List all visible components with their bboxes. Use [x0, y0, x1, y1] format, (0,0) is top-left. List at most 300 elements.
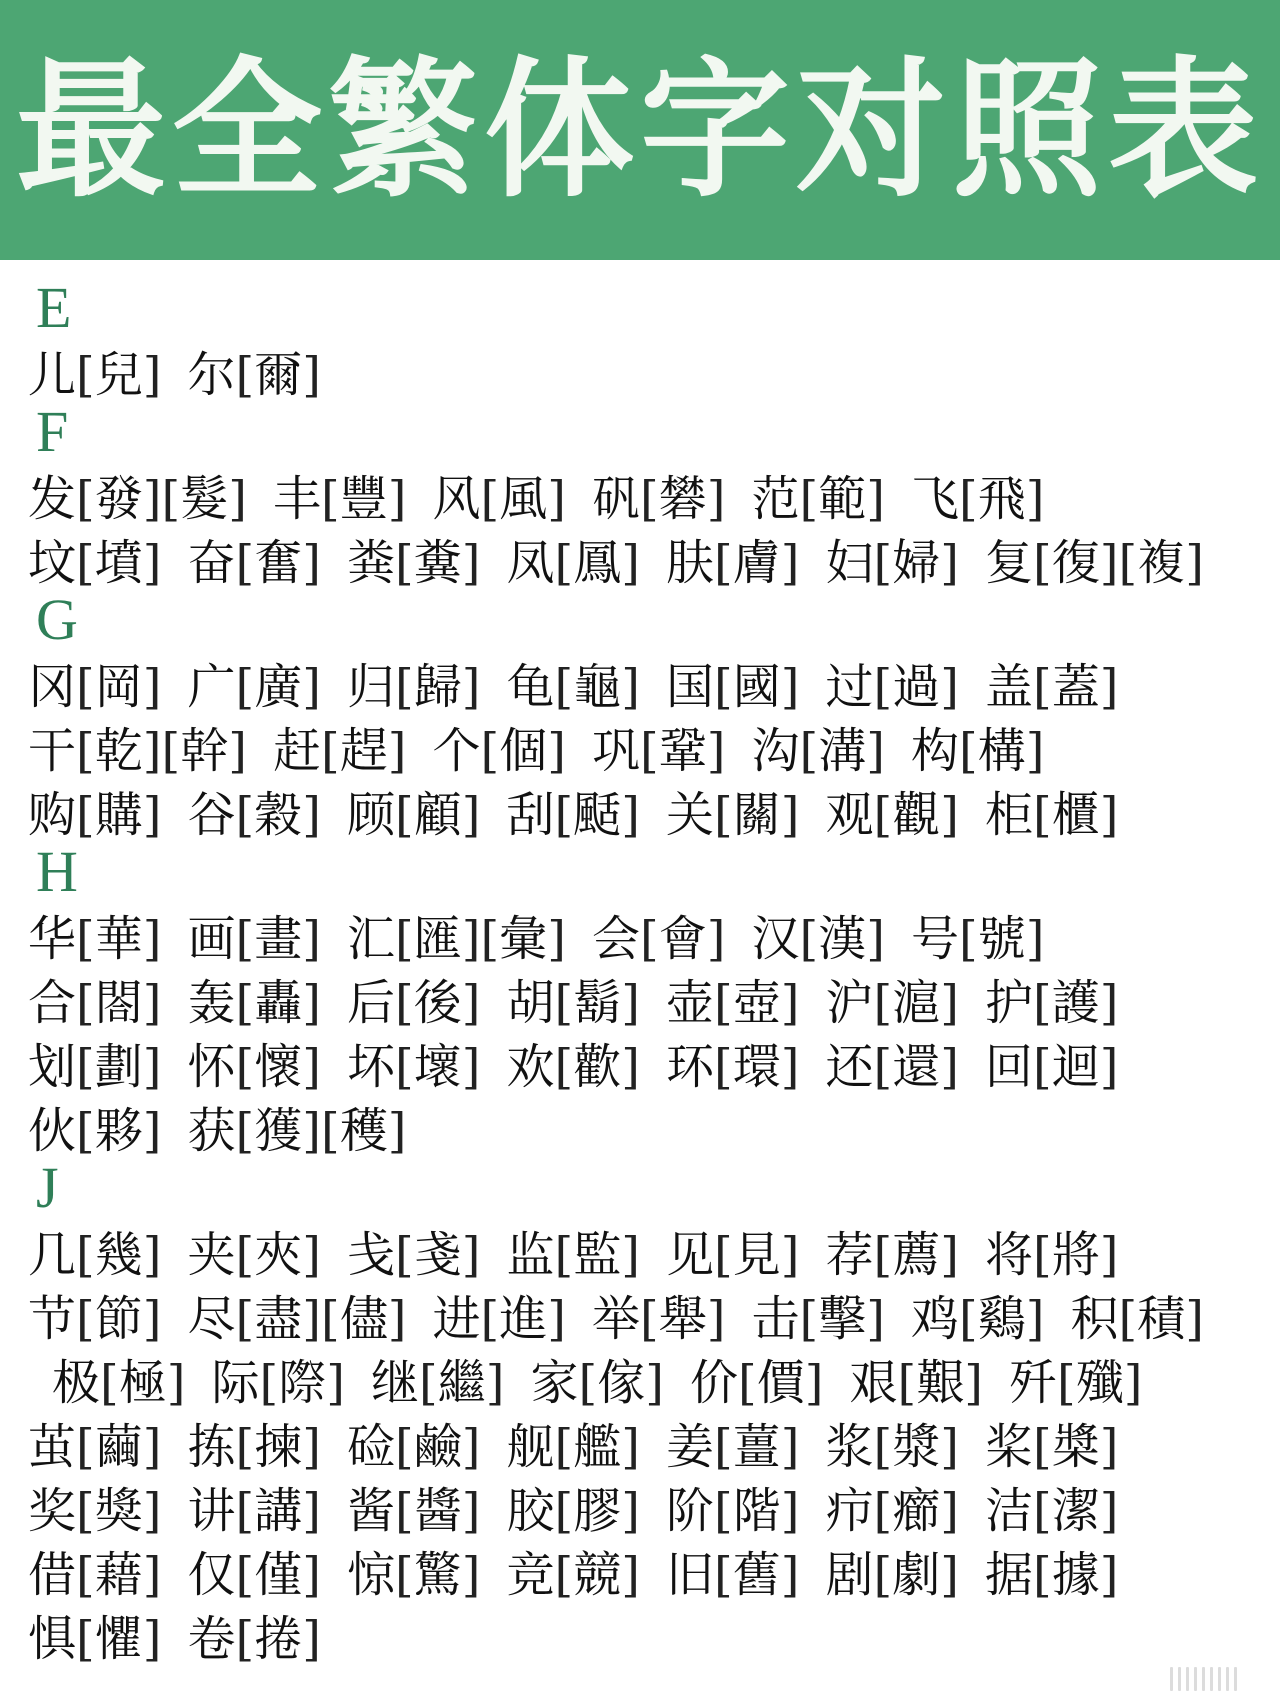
simplified-char: 关 — [666, 786, 715, 843]
traditional-char: 揀 — [254, 1418, 303, 1475]
character-entry: 家[傢] — [530, 1354, 664, 1411]
character-entry: 举[舉] — [591, 1290, 726, 1347]
simplified-char: 龟 — [506, 658, 555, 715]
traditional-char: 範 — [818, 470, 867, 527]
simplified-char: 剧 — [825, 1546, 874, 1603]
traditional-char: 劇 — [892, 1546, 941, 1603]
character-entry: 将[將] — [985, 1226, 1119, 1283]
character-entry: 刮[颳] — [506, 786, 640, 843]
traditional-char: 復 — [1051, 534, 1100, 591]
simplified-char: 轰 — [187, 974, 236, 1031]
section-letter: G — [36, 587, 78, 652]
simplified-char: 妇 — [825, 534, 874, 591]
traditional-char: 繼 — [437, 1354, 486, 1411]
simplified-char: 谷 — [187, 786, 236, 843]
section-letter: E — [36, 275, 72, 340]
character-entry: 坏[壞] — [347, 1038, 481, 1095]
simplified-char: 茧 — [28, 1418, 77, 1475]
traditional-char: 戔 — [413, 1226, 462, 1283]
simplified-char: 壶 — [666, 974, 715, 1031]
traditional-char: 價 — [756, 1354, 805, 1411]
traditional-char: 鞏 — [658, 722, 707, 779]
traditional-char: 構 — [977, 722, 1026, 779]
simplified-char: 酱 — [347, 1482, 396, 1539]
simplified-char: 积 — [1070, 1290, 1119, 1347]
simplified-char: 进 — [432, 1290, 481, 1347]
traditional-char: 奮 — [254, 534, 303, 591]
traditional-char: 潔 — [1051, 1482, 1100, 1539]
traditional-char: 歸 — [413, 658, 462, 715]
simplified-char: 盖 — [985, 658, 1034, 715]
character-entry: 伙[夥] — [28, 1102, 162, 1159]
traditional-char: 驚 — [413, 1546, 462, 1603]
traditional-char: 環 — [732, 1038, 781, 1095]
character-entry: 冈[岡] — [28, 658, 162, 715]
traditional-char: 歡 — [573, 1038, 622, 1095]
table-row — [0, 714, 1280, 778]
simplified-char: 划 — [28, 1038, 77, 1095]
traditional-char: 兒 — [94, 346, 143, 403]
simplified-char: 几 — [28, 1226, 77, 1283]
simplified-char: 柜 — [985, 786, 1034, 843]
simplified-char: 歼 — [1009, 1354, 1058, 1411]
simplified-char: 华 — [28, 910, 77, 967]
section-letter: H — [36, 839, 78, 904]
simplified-char: 阶 — [666, 1482, 715, 1539]
traditional-char: 鷄 — [977, 1290, 1026, 1347]
character-entry: 坟[墳] — [28, 534, 162, 591]
character-entry: 风[風] — [432, 470, 566, 527]
character-entry: 剧[劇] — [825, 1546, 959, 1603]
character-entry: 后[後] — [347, 974, 481, 1031]
simplified-char: 范 — [751, 470, 800, 527]
table-row — [0, 1030, 1280, 1094]
traditional-char: 膚 — [732, 534, 781, 591]
character-entry: 儿[兒] — [28, 346, 162, 403]
simplified-char: 仅 — [187, 1546, 236, 1603]
simplified-char: 浆 — [825, 1418, 874, 1475]
simplified-char: 怀 — [187, 1038, 236, 1095]
traditional-char: 將 — [1051, 1226, 1100, 1283]
table-row — [0, 650, 1280, 714]
character-entry: 桨[槳] — [985, 1418, 1119, 1475]
character-entry: 观[觀] — [825, 786, 959, 843]
character-entry: 仅[僅] — [187, 1546, 321, 1603]
simplified-char: 粪 — [347, 534, 396, 591]
traditional-char: 觀 — [892, 786, 941, 843]
traditional-char: 盡 — [254, 1290, 303, 1347]
simplified-char: 环 — [666, 1038, 715, 1095]
character-entry: 进[進] — [432, 1290, 566, 1347]
character-entry: 会[會] — [591, 910, 726, 967]
character-entry: 击[擊] — [751, 1290, 885, 1347]
character-entry: 借[藉] — [28, 1546, 162, 1603]
simplified-char: 价 — [690, 1354, 739, 1411]
traditional-char: 醬 — [413, 1482, 462, 1539]
simplified-char: 疖 — [825, 1482, 874, 1539]
traditional-char: 婦 — [892, 534, 941, 591]
section-letter: F — [36, 399, 69, 464]
simplified-char: 国 — [666, 658, 715, 715]
simplified-char: 拣 — [187, 1418, 236, 1475]
traditional-char: 監 — [573, 1226, 622, 1283]
character-entry: 戋[戔] — [347, 1226, 481, 1283]
character-entry: 鸡[鷄] — [910, 1290, 1045, 1347]
traditional-char: 懷 — [254, 1038, 303, 1095]
simplified-char: 夹 — [187, 1226, 236, 1283]
traditional-char: 還 — [892, 1038, 941, 1095]
character-entry: 监[監] — [506, 1226, 640, 1283]
traditional-char: 艦 — [573, 1418, 622, 1475]
simplified-char: 桨 — [985, 1418, 1034, 1475]
traditional-char: 廣 — [254, 658, 303, 715]
traditional-char: 墳 — [94, 534, 143, 591]
traditional-char: 競 — [573, 1546, 622, 1603]
traditional-char: 擊 — [818, 1290, 867, 1347]
character-entry: 据[據] — [985, 1546, 1119, 1603]
traditional-char: 僅 — [254, 1546, 303, 1603]
traditional-char: 趕 — [339, 722, 388, 779]
table-row — [0, 1218, 1280, 1282]
character-entry: 欢[歡] — [506, 1038, 640, 1095]
character-entry: 发[發][髮] — [28, 470, 247, 527]
simplified-char: 际 — [211, 1354, 260, 1411]
character-entry: 飞[飛] — [910, 470, 1045, 527]
page-title: 最全繁体字对照表 — [15, 42, 1264, 218]
character-entry: 粪[糞] — [347, 534, 481, 591]
character-entry: 范[範] — [751, 470, 885, 527]
character-entry: 见[見] — [666, 1226, 800, 1283]
simplified-char: 风 — [432, 470, 481, 527]
character-entry: 顾[顧] — [347, 786, 481, 843]
character-entry: 惊[驚] — [347, 1546, 481, 1603]
character-entry: 获[獲][穫] — [187, 1102, 407, 1159]
character-entry: 竞[競] — [506, 1546, 640, 1603]
character-entry: 洁[潔] — [985, 1482, 1119, 1539]
table-row — [0, 1282, 1280, 1346]
simplified-char: 胡 — [506, 974, 555, 1031]
simplified-char: 伙 — [28, 1102, 77, 1159]
traditional-char: 極 — [118, 1354, 167, 1411]
traditional-char: 夾 — [254, 1226, 303, 1283]
simplified-char: 构 — [910, 722, 959, 779]
character-entry: 画[畫] — [187, 910, 321, 967]
traditional-char: 關 — [732, 786, 781, 843]
table-row — [0, 1410, 1280, 1474]
simplified-char: 还 — [825, 1038, 874, 1095]
traditional-char: 轟 — [254, 974, 303, 1031]
simplified-char: 坟 — [28, 534, 77, 591]
traditional-char: 殲 — [1075, 1354, 1124, 1411]
traditional-char: 櫃 — [1051, 786, 1100, 843]
character-entry: 旧[舊] — [666, 1546, 800, 1603]
traditional-char: 岡 — [94, 658, 143, 715]
traditional-char: 劃 — [94, 1038, 143, 1095]
character-table — [0, 275, 1280, 1667]
traditional-char: 護 — [1051, 974, 1100, 1031]
simplified-char: 卷 — [187, 1610, 236, 1667]
character-entry: 柜[櫃] — [985, 786, 1119, 843]
traditional-char: 壞 — [413, 1038, 462, 1095]
character-entry: 奋[奮] — [187, 534, 321, 591]
character-entry: 回[迴] — [985, 1038, 1119, 1095]
simplified-char: 后 — [347, 974, 396, 1031]
traditional-char: 後 — [413, 974, 462, 1031]
traditional-char: 溝 — [818, 722, 867, 779]
character-entry: 浆[漿] — [825, 1418, 959, 1475]
traditional-char: 礬 — [658, 470, 707, 527]
character-entry: 茧[繭] — [28, 1418, 162, 1475]
simplified-char: 坏 — [347, 1038, 396, 1095]
simplified-char: 获 — [187, 1102, 236, 1159]
simplified-char: 儿 — [28, 346, 77, 403]
simplified-char: 凤 — [506, 534, 555, 591]
simplified-char: 丰 — [272, 470, 321, 527]
traditional-char: 華 — [94, 910, 143, 967]
traditional-char: 繭 — [94, 1418, 143, 1475]
character-entry: 护[護] — [985, 974, 1119, 1031]
traditional-char: 幹 — [180, 722, 229, 779]
traditional-char: 壺 — [732, 974, 781, 1031]
character-entry: 广[廣] — [187, 658, 321, 715]
traditional-char: 進 — [499, 1290, 548, 1347]
simplified-char: 荐 — [825, 1226, 874, 1283]
simplified-char: 干 — [28, 722, 77, 779]
character-entry: 关[關] — [666, 786, 800, 843]
traditional-char: 節 — [94, 1290, 143, 1347]
simplified-char: 广 — [187, 658, 236, 715]
simplified-char: 据 — [985, 1546, 1034, 1603]
simplified-char: 沟 — [751, 722, 800, 779]
traditional-char: 國 — [732, 658, 781, 715]
simplified-char: 汇 — [347, 910, 396, 967]
character-entry: 荐[薦] — [825, 1226, 959, 1283]
character-entry: 沪[滬] — [825, 974, 959, 1031]
traditional-char: 藉 — [94, 1546, 143, 1603]
simplified-char: 借 — [28, 1546, 77, 1603]
simplified-char: 汉 — [751, 910, 800, 967]
simplified-char: 刮 — [506, 786, 555, 843]
character-entry: 过[過] — [825, 658, 959, 715]
character-entry: 歼[殲] — [1009, 1354, 1143, 1411]
simplified-char: 洁 — [985, 1482, 1034, 1539]
traditional-char: 際 — [278, 1354, 327, 1411]
simplified-char: 个 — [432, 722, 481, 779]
character-entry: 购[購] — [28, 786, 162, 843]
simplified-char: 艰 — [849, 1354, 898, 1411]
traditional-char: 彙 — [499, 910, 548, 967]
section-letter: J — [36, 1155, 59, 1220]
character-entry: 干[乾][幹] — [28, 722, 247, 779]
character-entry: 国[國] — [666, 658, 800, 715]
character-entry: 归[歸] — [347, 658, 481, 715]
character-entry: 阶[階] — [666, 1482, 800, 1539]
traditional-char: 穀 — [254, 786, 303, 843]
simplified-char: 惧 — [28, 1610, 77, 1667]
simplified-char: 监 — [506, 1226, 555, 1283]
traditional-char: 舊 — [732, 1546, 781, 1603]
simplified-char: 节 — [28, 1290, 77, 1347]
traditional-char: 迴 — [1051, 1038, 1100, 1095]
traditional-char: 豐 — [339, 470, 388, 527]
character-entry: 节[節] — [28, 1290, 162, 1347]
character-entry: 极[極] — [52, 1354, 186, 1411]
character-entry: 谷[穀] — [187, 786, 321, 843]
character-entry: 凤[鳳] — [506, 534, 640, 591]
simplified-char: 合 — [28, 974, 77, 1031]
character-entry: 复[復][複] — [985, 534, 1204, 591]
section-e — [0, 275, 1280, 403]
simplified-char: 硷 — [347, 1418, 396, 1475]
simplified-char: 鸡 — [910, 1290, 959, 1347]
traditional-char: 穫 — [339, 1102, 388, 1159]
traditional-char: 龜 — [573, 658, 622, 715]
simplified-char: 舰 — [506, 1418, 555, 1475]
traditional-char: 乾 — [94, 722, 143, 779]
character-entry: 硷[鹼] — [347, 1418, 481, 1475]
traditional-char: 獲 — [254, 1102, 303, 1159]
traditional-char: 發 — [94, 470, 143, 527]
character-entry: 夹[夾] — [187, 1226, 321, 1283]
table-row — [0, 1094, 1280, 1158]
traditional-char: 會 — [658, 910, 707, 967]
character-entry: 胡[鬍] — [506, 974, 640, 1031]
character-entry: 丰[豐] — [272, 470, 407, 527]
simplified-char: 讲 — [187, 1482, 236, 1539]
table-row — [0, 338, 1280, 402]
simplified-char: 矾 — [591, 470, 640, 527]
traditional-char: 爾 — [254, 346, 303, 403]
simplified-char: 过 — [825, 658, 874, 715]
simplified-char: 见 — [666, 1226, 715, 1283]
table-row — [0, 1602, 1280, 1666]
traditional-char: 颳 — [573, 786, 622, 843]
traditional-char: 幾 — [94, 1226, 143, 1283]
character-entry: 尽[盡][儘] — [187, 1290, 407, 1347]
section-j — [0, 1155, 1280, 1667]
traditional-char: 積 — [1137, 1290, 1186, 1347]
simplified-char: 顾 — [347, 786, 396, 843]
simplified-char: 举 — [591, 1290, 640, 1347]
traditional-char: 癤 — [892, 1482, 941, 1539]
character-entry: 舰[艦] — [506, 1418, 640, 1475]
simplified-char: 旧 — [666, 1546, 715, 1603]
character-entry: 疖[癤] — [825, 1482, 959, 1539]
simplified-char: 尔 — [187, 346, 236, 403]
simplified-char: 尽 — [187, 1290, 236, 1347]
traditional-char: 顧 — [413, 786, 462, 843]
character-entry: 华[華] — [28, 910, 162, 967]
character-entry: 积[積] — [1070, 1290, 1204, 1347]
character-entry: 怀[懷] — [187, 1038, 321, 1095]
simplified-char: 极 — [52, 1354, 101, 1411]
traditional-char: 見 — [732, 1226, 781, 1283]
simplified-char: 赶 — [272, 722, 321, 779]
character-entry: 继[繼] — [371, 1354, 505, 1411]
character-entry: 盖[蓋] — [985, 658, 1119, 715]
traditional-char: 漢 — [818, 910, 867, 967]
table-row — [0, 1538, 1280, 1602]
simplified-char: 将 — [985, 1226, 1034, 1283]
simplified-char: 击 — [751, 1290, 800, 1347]
simplified-char: 护 — [985, 974, 1034, 1031]
section-f — [0, 399, 1280, 591]
traditional-char: 舉 — [658, 1290, 707, 1347]
traditional-char: 匯 — [413, 910, 462, 967]
character-entry: 赶[趕] — [272, 722, 407, 779]
simplified-char: 号 — [910, 910, 959, 967]
simplified-char: 会 — [591, 910, 640, 967]
character-entry: 壶[壺] — [666, 974, 800, 1031]
character-entry: 酱[醬] — [347, 1482, 481, 1539]
character-entry: 合[閤] — [28, 974, 162, 1031]
character-entry: 肤[膚] — [666, 534, 800, 591]
simplified-char: 胶 — [506, 1482, 555, 1539]
character-entry: 号[號] — [910, 910, 1045, 967]
character-entry: 环[環] — [666, 1038, 800, 1095]
simplified-char: 归 — [347, 658, 396, 715]
character-entry: 讲[講] — [187, 1482, 321, 1539]
traditional-char: 薦 — [892, 1226, 941, 1283]
section-g — [0, 587, 1280, 843]
character-entry: 奖[獎] — [28, 1482, 162, 1539]
traditional-char: 階 — [732, 1482, 781, 1539]
character-entry: 轰[轟] — [187, 974, 321, 1031]
simplified-char: 观 — [825, 786, 874, 843]
table-row — [0, 778, 1280, 842]
character-entry: 艰[艱] — [849, 1354, 983, 1411]
character-entry: 划[劃] — [28, 1038, 162, 1095]
traditional-char: 糞 — [413, 534, 462, 591]
simplified-char: 奋 — [187, 534, 236, 591]
character-entry: 构[構] — [910, 722, 1045, 779]
table-row — [0, 1346, 1280, 1410]
traditional-char: 傢 — [597, 1354, 646, 1411]
table-row — [0, 966, 1280, 1030]
traditional-char: 鬍 — [573, 974, 622, 1031]
traditional-char: 閤 — [94, 974, 143, 1031]
simplified-char: 奖 — [28, 1482, 77, 1539]
traditional-char: 漿 — [892, 1418, 941, 1475]
character-entry: 龟[龜] — [506, 658, 640, 715]
traditional-char: 過 — [892, 658, 941, 715]
simplified-char: 沪 — [825, 974, 874, 1031]
simplified-char: 竞 — [506, 1546, 555, 1603]
traditional-char: 滬 — [892, 974, 941, 1031]
table-row — [0, 462, 1280, 526]
traditional-char: 風 — [499, 470, 548, 527]
character-entry: 姜[薑] — [666, 1418, 800, 1475]
traditional-char: 髮 — [180, 470, 229, 527]
simplified-char: 冈 — [28, 658, 77, 715]
traditional-char: 夥 — [94, 1102, 143, 1159]
traditional-char: 膠 — [573, 1482, 622, 1539]
traditional-char: 鹼 — [413, 1418, 462, 1475]
character-entry: 还[還] — [825, 1038, 959, 1095]
character-entry: 个[個] — [432, 722, 566, 779]
character-entry: 汇[匯][彙] — [347, 910, 566, 967]
character-entry: 卷[捲] — [187, 1610, 321, 1667]
traditional-char: 據 — [1051, 1546, 1100, 1603]
character-entry: 沟[溝] — [751, 722, 885, 779]
watermark-icon — [1170, 1666, 1262, 1692]
traditional-char: 購 — [94, 786, 143, 843]
character-entry: 尔[爾] — [187, 346, 321, 403]
traditional-char: 講 — [254, 1482, 303, 1539]
simplified-char: 画 — [187, 910, 236, 967]
simplified-char: 复 — [985, 534, 1034, 591]
simplified-char: 购 — [28, 786, 77, 843]
